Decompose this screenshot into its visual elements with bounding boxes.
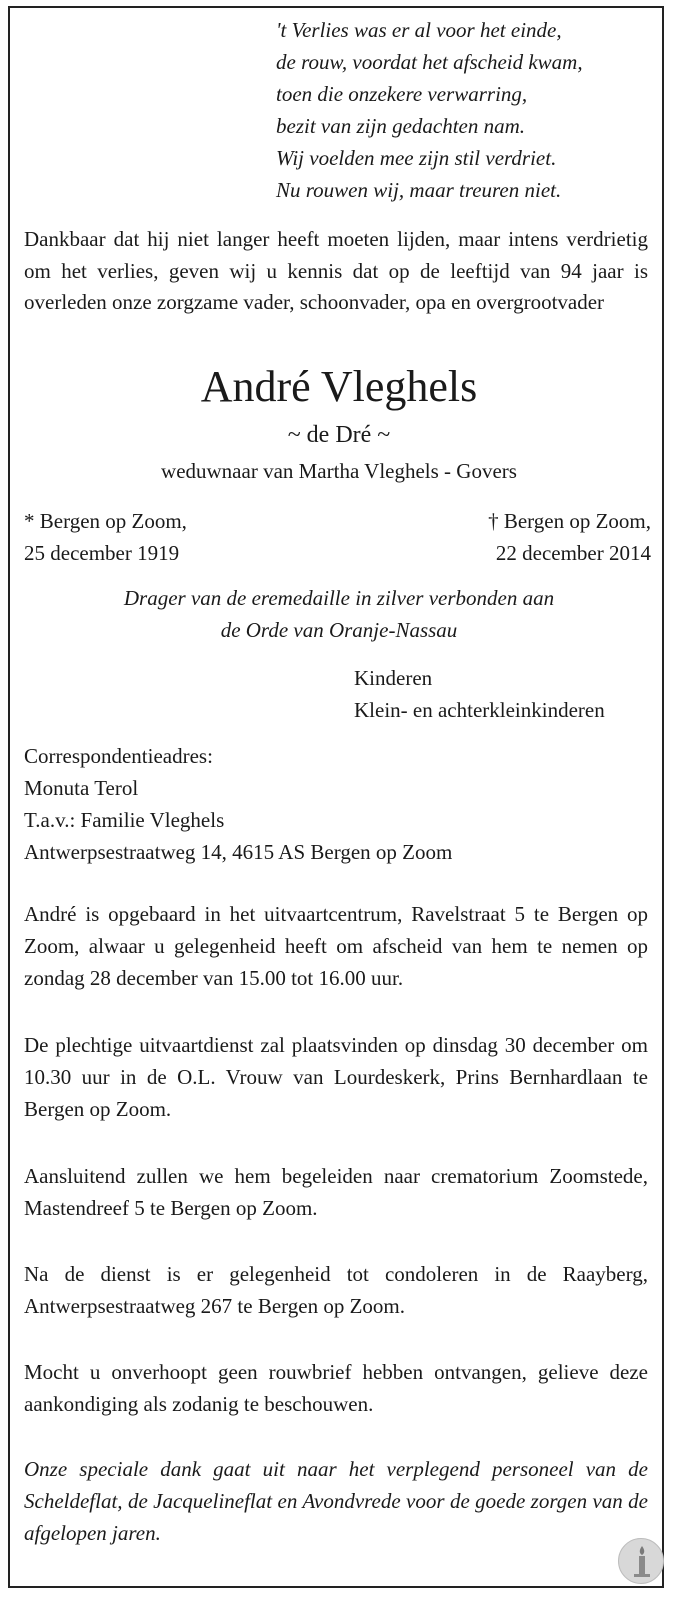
correspondence-label: Correspondentieadres:: [24, 744, 213, 768]
service-paragraph: De plechtige uitvaartdienst zal plaatsvinden op dinsdag 30 december om 10.30 uur in de O.L. Vrouw van Lourdeskerk, Prins Bernhardlaan te Bergen op Zoom.: [24, 1033, 648, 1121]
notice-paragraph: Mocht u onverhoopt geen rouwbrief hebben ontvangen, gelieve deze aankondiging als zodanig te beschouwen.: [24, 1360, 648, 1416]
birth-info: [24, 505, 187, 569]
correspondence-attn: T.a.v.: Familie Vleghels: [24, 808, 225, 832]
poem-line: toen die onzekere verwarring,: [276, 82, 528, 106]
medal-line: Drager van de eremedaille in zilver verbonden aan: [123, 586, 555, 610]
poem-line: Wij voelden mee zijn stil verdriet.: [276, 146, 557, 170]
deceased-name: André Vleghels: [200, 362, 478, 411]
poem-line: de rouw, voordat het afscheid kwam,: [276, 50, 583, 74]
correspondence-street: Antwerpsestraatweg 14, 4615 AS Bergen op Zoom: [24, 840, 453, 864]
relatives-line: Klein- en achterkleinkinderen: [354, 698, 605, 722]
birth-place: * Bergen op Zoom,: [24, 509, 187, 533]
medal-line: de Orde van Oranje-Nassau: [220, 617, 458, 642]
spouse-line: weduwnaar van Martha Vleghels - Govers: [161, 459, 517, 483]
poem: [276, 14, 583, 206]
birth-date: 25 december 1919: [24, 541, 180, 565]
relatives-line: Kinderen: [354, 666, 433, 690]
medal-text: [0, 583, 678, 646]
viewing-paragraph: André is opgebaard in het uitvaartcentrum, Ravelstraat 5 te Bergen op Zoom, alwaar u gelegenheid heeft om afscheid van hem te nemen op zondag 28 december van 15.00 tot 16.00 uur.: [24, 902, 648, 990]
relatives: [354, 662, 605, 726]
poem-line: bezit van zijn gedachten nam.: [276, 114, 526, 138]
deceased-nickname: ~ de Dré ~: [287, 422, 391, 448]
condolences-paragraph: Na de dienst is er gelegenheid tot condoleren in de Raayberg, Antwerpsestraatweg 267 te Bergen op Zoom.: [24, 1262, 648, 1318]
correspondence-name: Monuta Terol: [24, 776, 139, 800]
intro-text: Dankbaar dat hij niet langer heeft moeten lijden, maar intens verdrietig om het verlies, geven wij u kennis dat op de leeftijd van 94 jaar is overleden onze zorgzame vader, schoonvader, opa en overgrootvader: [24, 227, 648, 314]
crematorium-paragraph: Aansluitend zullen we hem begeleiden naar crematorium Zoomstede, Mastendreef 5 te Bergen op Zoom.: [24, 1164, 648, 1220]
poem-line: Nu rouwen wij, maar treuren niet.: [276, 178, 562, 202]
death-date: 22 december 2014: [495, 541, 651, 565]
candle-icon: [618, 1538, 664, 1584]
poem-line: 't Verlies was er al voor het einde,: [276, 18, 562, 42]
thanks-paragraph: Onze speciale dank gaat uit naar het verplegend personeel van de Scheldeflat, de Jacquelineflat en Avondvrede voor de goede zorgen van de afgelopen jaren.: [24, 1457, 648, 1545]
death-place: † Bergen op Zoom,: [488, 509, 651, 533]
correspondence-address: [24, 740, 452, 868]
death-info: [488, 505, 651, 569]
